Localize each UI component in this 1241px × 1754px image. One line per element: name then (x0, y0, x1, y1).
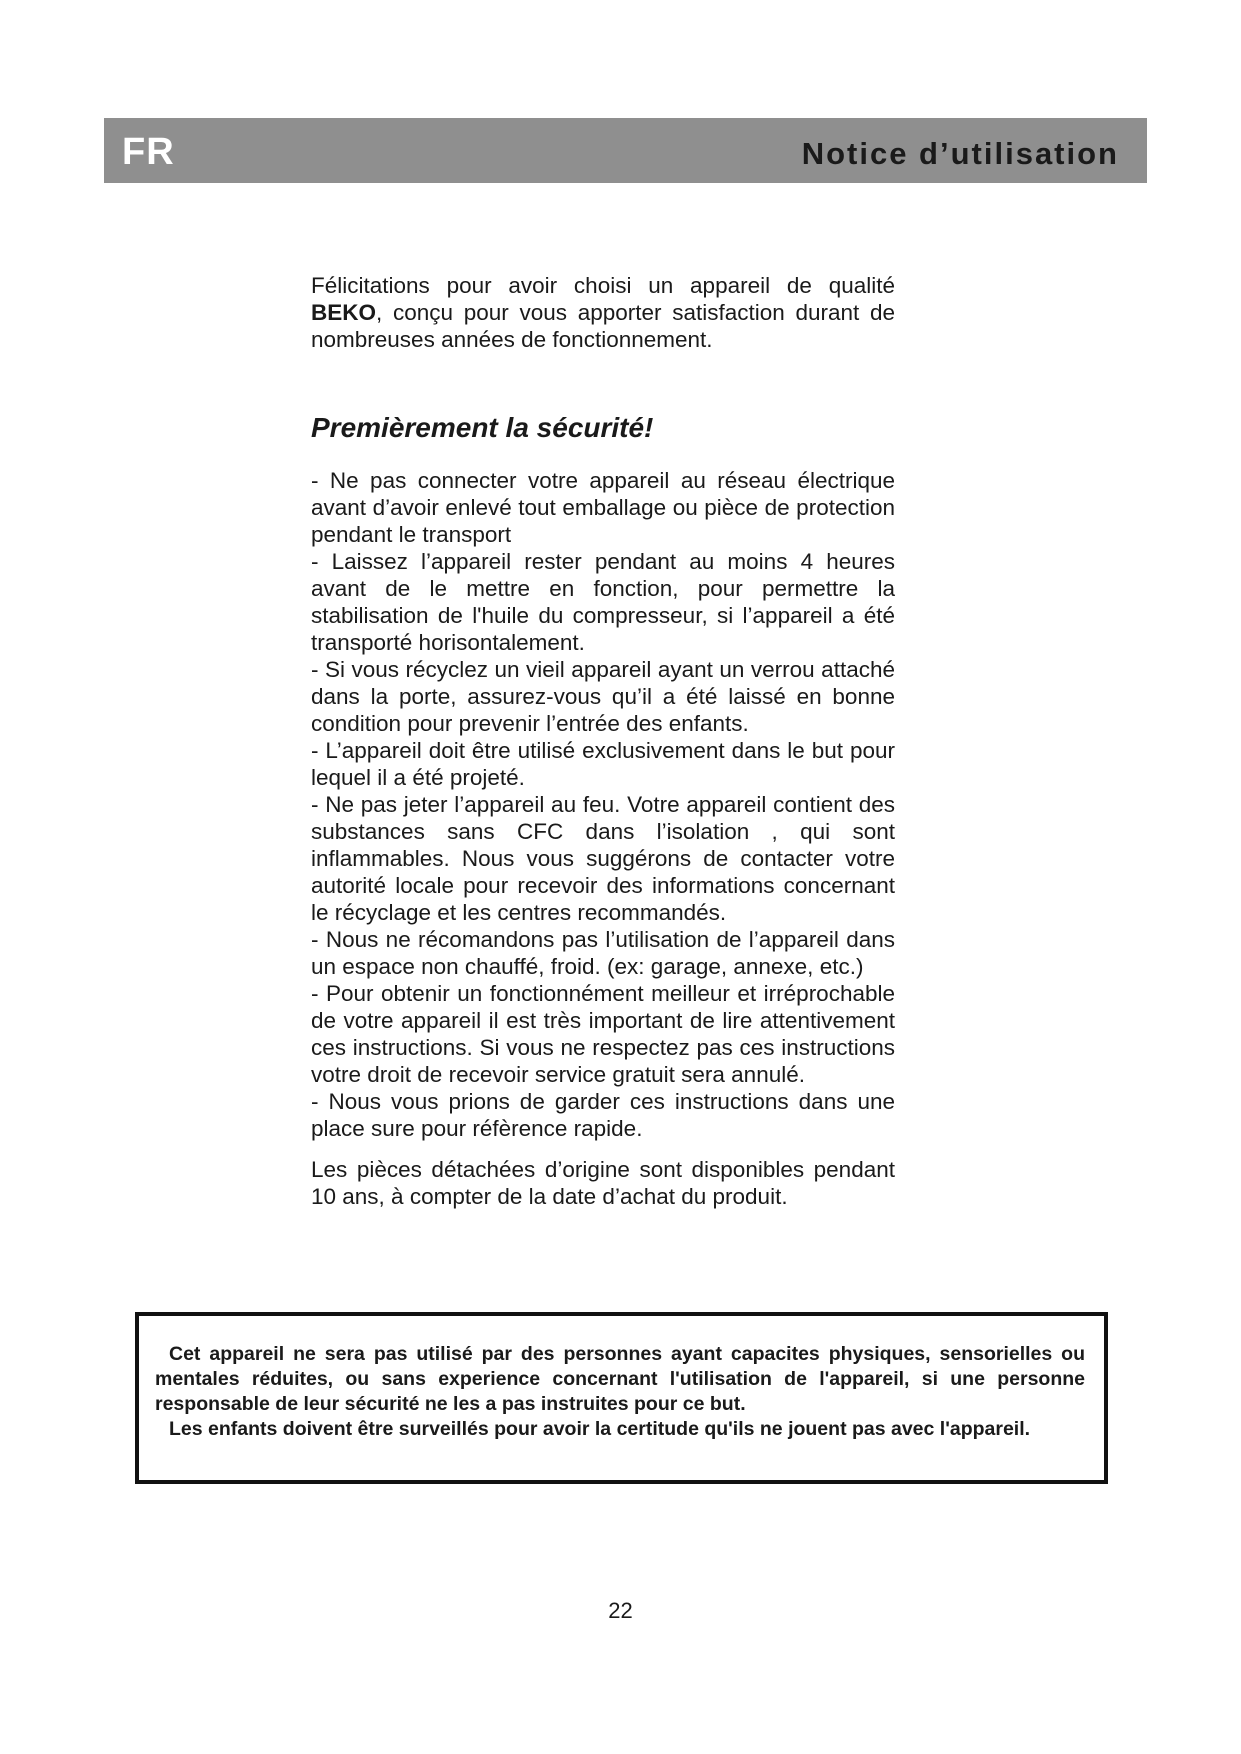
warning-paragraph: Les enfants doivent être surveillés pour avoir la certitude qu'ils ne jouent pas avec l'appareil. (169, 1418, 1031, 1440)
main-content (311, 272, 895, 1210)
safety-item: - Laissez l’appareil rester pendant au moins 4 heures avant de le mettre en fonction, pour permettre la stabilisation de l'huile du compresseur, si l’appareil a été transporté horisontalement. (311, 549, 895, 655)
intro-text-start: Félicitations pour avoir choisi un appareil de qualité (311, 273, 895, 298)
safety-item: - Si vous récyclez un vieil appareil ayant un verrou attaché dans la porte, assurez-vous qu’il a été laissé en bonne condition pour prevenir l’entrée des enfants. (311, 657, 895, 736)
safety-item: - Ne pas jeter l’appareil au feu. Votre appareil contient des substances sans CFC dans l’isolation , qui sont inflammables. Nous vous suggérons de contacter votre autorité locale pour recevoir des informations concernant le récyclage et les centres recommandés. (311, 792, 895, 925)
page-number: 22 (608, 1598, 633, 1623)
intro-text-end: , conçu pour vous apporter satisfaction durant de nombreuses années de fonctionnement. (311, 300, 895, 352)
safety-item: - Nous ne récomandons pas l’utilisation de l’appareil dans un espace non chauffé, froid. (ex: garage, annexe, etc.) (311, 927, 895, 979)
header-bar (104, 118, 1147, 183)
safety-item: - Nous vous prions de garder ces instructions dans une place sure pour réfèrence rapide. (311, 1089, 895, 1141)
intro-paragraph (311, 272, 895, 353)
safety-item: - Pour obtenir un fonctionnément meilleur et irréprochable de votre appareil il est très important de lire attentivement ces instructions. Si vous ne respectez pas ces instructions votre droit de recevoir service gratuit sera annulé. (311, 981, 895, 1087)
safety-item: - L’appareil doit être utilisé exclusivement dans le but pour lequel il a été projeté. (311, 738, 895, 790)
warning-box (135, 1312, 1108, 1484)
language-code: FR (122, 131, 175, 173)
safety-heading: Premièrement la sécurité! (311, 412, 654, 443)
document-title: Notice d’utilisation (801, 136, 1119, 171)
spare-parts-note: Les pièces détachées d’origine sont disponibles pendant 10 ans, à compter de la date d’achat du produit. (311, 1157, 895, 1209)
warning-paragraph: Cet appareil ne sera pas utilisé par des personnes ayant capacites physiques, sensorielles ou mentales réduites, ou sans experience concernant l'utilisation de l'appareil, si une personne responsable de leur sécurité ne les a pas instruites pour ce but. (155, 1343, 1085, 1415)
brand-name: BEKO (311, 300, 377, 325)
safety-list (311, 467, 895, 1142)
safety-item: - Ne pas connecter votre appareil au réseau électrique avant d’avoir enlevé tout emballage ou pièce de protection pendant le transport (311, 468, 895, 547)
